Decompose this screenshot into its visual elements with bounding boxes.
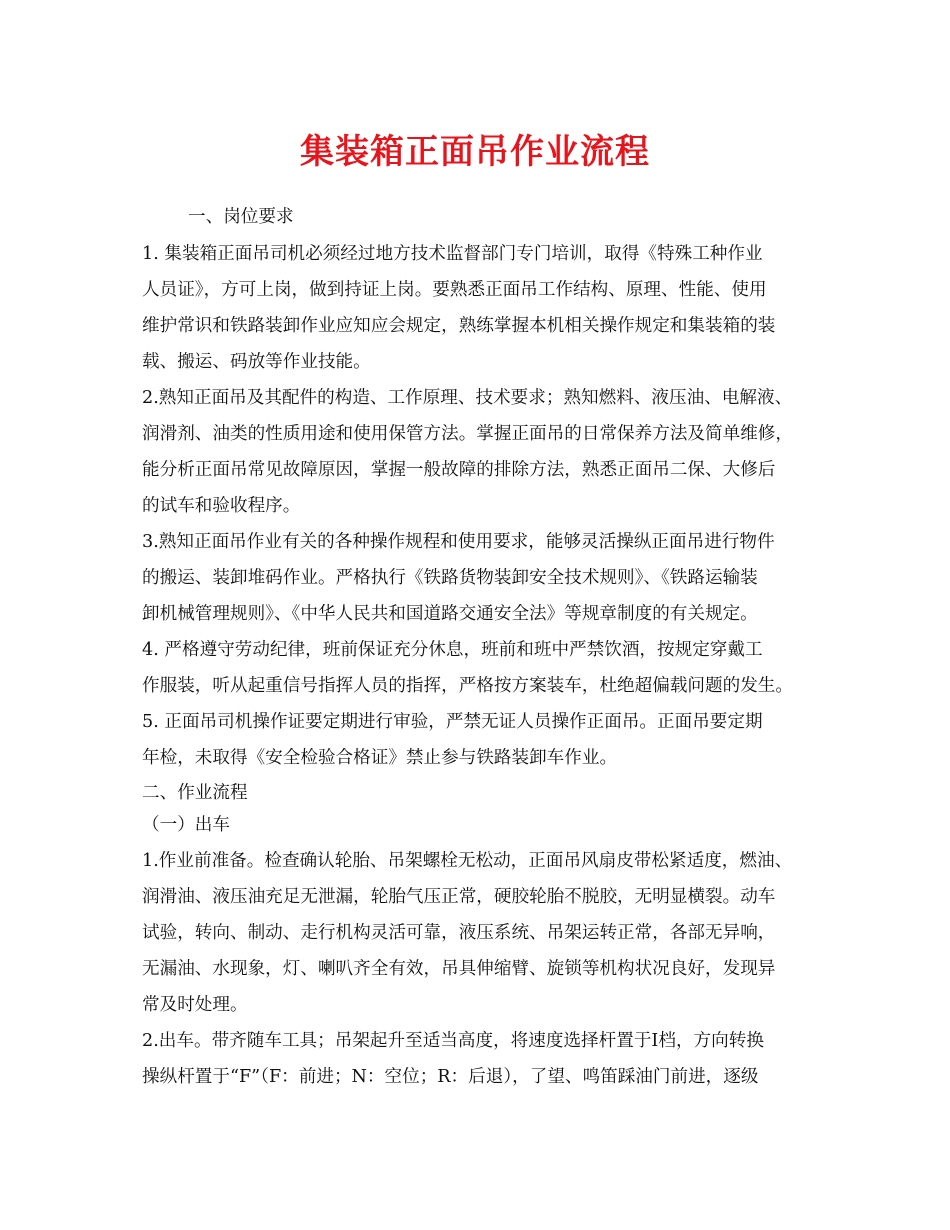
paragraph-line: 4. 严格遵守劳动纪律，班前保证充分休息，班前和班中严禁饮酒，按规定穿戴工 xyxy=(142,640,763,660)
paragraph-line: 的搬运、装卸堆码作业。严格执行《铁路货物装卸安全技术规则》、《铁路运输装 xyxy=(142,568,758,588)
section-heading-workflow: 二、作业流程 xyxy=(142,783,248,803)
paragraph-line: 无漏油、水现象，灯、喇叭齐全有效，吊具伸缩臂、旋锁等机构状况良好，发现异 xyxy=(142,959,776,979)
document-title: 集装箱正面吊作业流程 xyxy=(300,132,650,172)
paragraph-line: 载、搬运、码放等作业技能。 xyxy=(142,352,371,372)
paragraph-line: 试验，转向、制动、走行机构灵活可靠，液压系统、吊架运转正常，各部无异响， xyxy=(142,923,776,943)
paragraph-line: 维护常识和铁路装卸作业应知应会规定，熟练掌握本机相关操作规定和集装箱的装 xyxy=(142,316,776,336)
paragraph-line: 能分析正面吊常见故障原因，掌握一般故障的排除方法，熟悉正面吊二保、大修后 xyxy=(142,460,776,480)
paragraph-line: 1.作业前准备。检查确认轮胎、吊架螺栓无松动，正面吊风扇皮带松紧适度，燃油、 xyxy=(142,851,793,871)
paragraph-line: 润滑剂、油类的性质用途和使用保管方法。掌握正面吊的日常保养方法及简单维修， xyxy=(142,424,793,444)
paragraph-line: 5. 正面吊司机操作证要定期进行审验，严禁无证人员操作正面吊。正面吊要定期 xyxy=(142,712,763,732)
subsection-heading-departure: （一）出车 xyxy=(142,815,230,835)
section-heading-job-requirements: 一、岗位要求 xyxy=(188,207,294,227)
paragraph-line: 年检，未取得《安全检验合格证》禁止参与铁路装卸车作业。 xyxy=(142,748,618,768)
paragraph-line: 1. 集装箱正面吊司机必须经过地方技术监督部门专门培训，取得《特殊工种作业 xyxy=(142,244,763,264)
paragraph-line: 卸机械管理规则》、《中华人民共和国道路交通安全法》等规章制度的有关规定。 xyxy=(142,604,758,624)
paragraph-line: 常及时处理。 xyxy=(142,995,248,1015)
paragraph-line: 2.熟知正面吊及其配件的构造、工作原理、技术要求；熟知燃料、液压油、电解液、 xyxy=(142,388,793,408)
paragraph-line: 润滑油、液压油充足无泄漏，轮胎气压正常，硬胶轮胎不脱胶，无明显横裂。动车 xyxy=(142,887,776,907)
paragraph-line: 2.出车。带齐随车工具；吊架起升至适当高度，将速度选择杆置于Ⅰ档，方向转换 xyxy=(142,1031,764,1051)
paragraph-line: 的试车和验收程序。 xyxy=(142,496,301,516)
paragraph-line: 3.熟知正面吊作业有关的各种操作规程和使用要求，能够灵活操纵正面吊进行物件 xyxy=(142,532,775,552)
paragraph-line: 操纵杆置于“F”（F：前进；N：空位；R：后退），了望、鸣笛踩油门前进，逐级 xyxy=(142,1067,759,1087)
paragraph-line: 人员证》，方可上岗，做到持证上岗。要熟悉正面吊工作结构、原理、性能、使用 xyxy=(142,280,767,300)
paragraph-line: 作服装，听从起重信号指挥人员的指挥，严格按方案装车，杜绝超偏载问题的发生。 xyxy=(142,676,793,696)
